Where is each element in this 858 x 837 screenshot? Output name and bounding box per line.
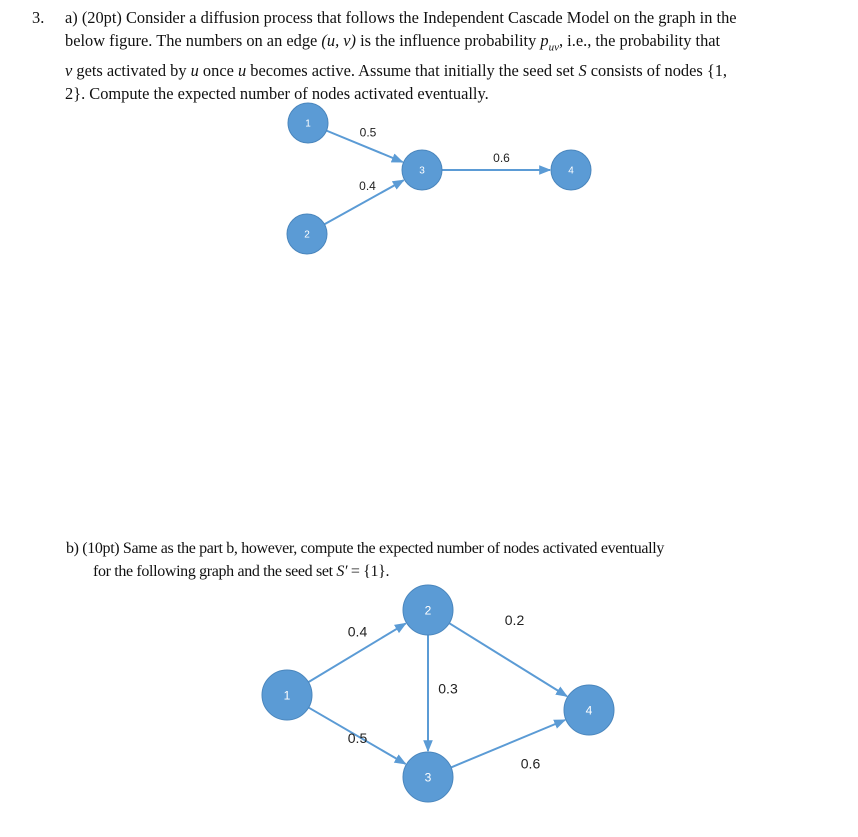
math-p: p xyxy=(540,31,549,50)
math-u: u xyxy=(237,61,247,81)
math-seed-set-S-prime: S′ xyxy=(336,563,348,580)
node-label: 3 xyxy=(424,770,432,785)
graph-b xyxy=(262,585,614,802)
text-span: = {1}. xyxy=(347,563,390,580)
node-label: 4 xyxy=(585,703,593,718)
text-span: consists of nodes {1, xyxy=(586,61,728,81)
node-label: 4 xyxy=(568,165,574,177)
edge-probability-label: 0.5 xyxy=(359,125,377,140)
edge-probability-label: 0.6 xyxy=(493,151,510,165)
edge-2-4 xyxy=(449,623,567,696)
node-label: 3 xyxy=(419,165,425,177)
math-u: u xyxy=(190,61,199,81)
question-number: 3. xyxy=(32,8,45,27)
edge-probability-label: 0.2 xyxy=(504,612,525,628)
graph-a xyxy=(287,103,591,254)
text-span: , i.e., the probability that xyxy=(558,31,721,50)
math-subscript-uv: uv xyxy=(548,41,559,54)
math-seed-set-S: S xyxy=(578,61,587,81)
edge-probability-label: 0.3 xyxy=(438,680,458,697)
text-span: below figure. The numbers on an edge xyxy=(65,31,322,50)
part-a-line-1: a) (20pt) Consider a diffusion process that follows the Independent Cascade Model on the graph in the xyxy=(65,8,737,27)
edge-probability-label: 0.6 xyxy=(520,755,541,772)
edge-probability-label: 0.4 xyxy=(347,623,368,640)
text-span: gets activated by xyxy=(72,61,191,81)
math-v: v xyxy=(65,61,73,81)
text-span: for the following graph and the seed set xyxy=(93,563,337,580)
node-label: 2 xyxy=(424,603,432,618)
node-label: 1 xyxy=(283,688,291,703)
part-a-line-4: 2}. Compute the expected number of nodes activated eventually. xyxy=(65,84,489,104)
edge-probability-label: 0.4 xyxy=(359,179,376,193)
edge-probability-label: 0.5 xyxy=(347,730,368,746)
node-label: 2 xyxy=(304,229,310,241)
node-label: 1 xyxy=(305,118,311,130)
math-edge-uv: (u, v) xyxy=(321,31,357,50)
edge-3-4 xyxy=(451,720,565,767)
text-span: is the influence probability xyxy=(356,31,541,50)
part-b-line-1: b) (10pt) Same as the part b, however, compute the expected number of nodes activated eventually xyxy=(66,540,664,557)
text-span: becomes active. Assume that initially the seed set xyxy=(246,61,579,81)
text-span: once xyxy=(198,61,238,81)
